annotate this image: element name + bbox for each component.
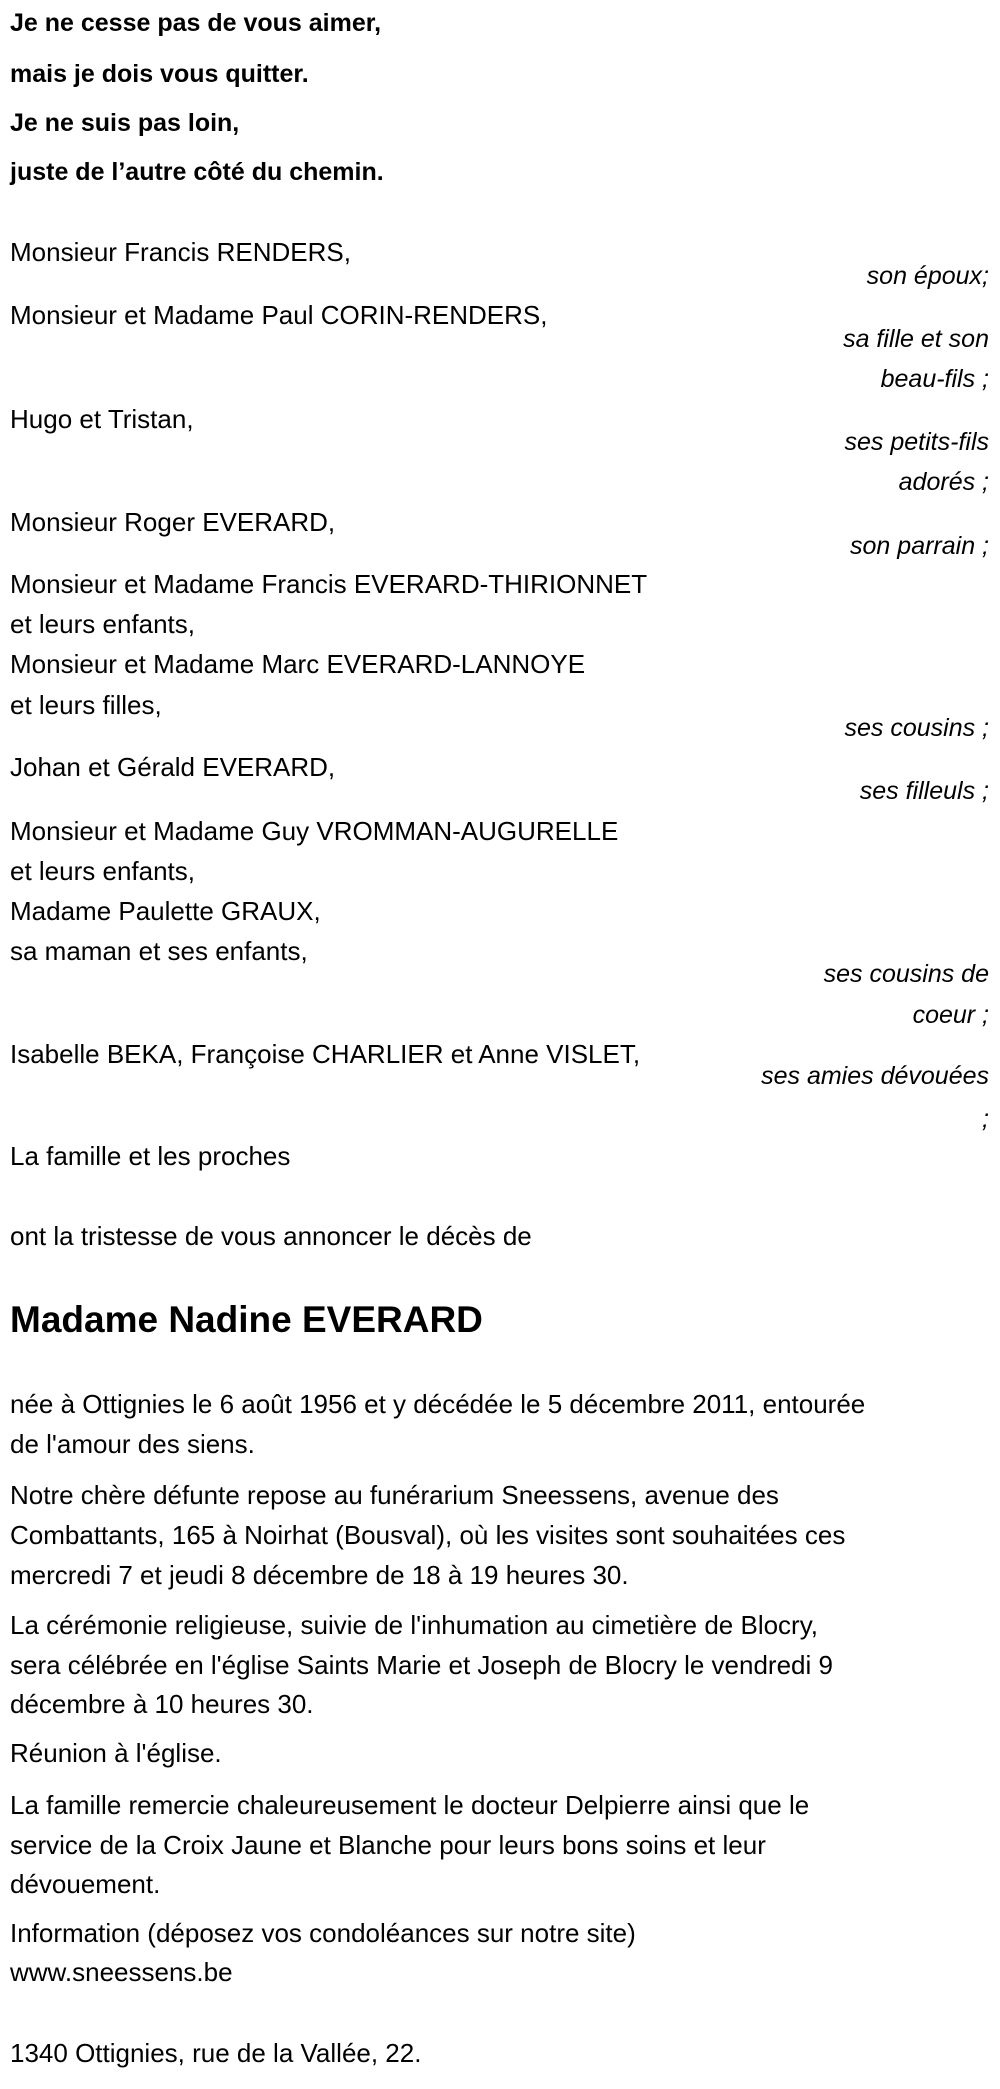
family-member: Monsieur Roger EVERARD, [10,507,336,537]
poem-line: juste de l’autre côté du chemin. [10,158,384,186]
detail-line: de l'amour des siens. [10,1429,255,1459]
poem-line: Je ne cesse pas de vous aimer, [10,9,382,37]
family-member: Monsieur et Madame Guy VROMMAN-AUGURELLE [10,816,619,846]
family-relation: ses petits-fils [844,428,989,456]
poem-line: mais je dois vous quitter. [10,60,309,88]
announcement: ont la tristesse de vous annoncer le décès de [10,1221,532,1251]
family-member: Hugo et Tristan, [10,404,194,434]
family-member: et leurs enfants, [10,856,195,886]
family-member: sa maman et ses enfants, [10,936,308,966]
family-member: Monsieur et Madame Marc EVERARD-LANNOYE [10,649,586,679]
family-member: et leurs enfants, [10,609,195,639]
family-relation: sa fille et son [843,325,989,353]
family-relation: son époux; [866,262,989,290]
detail-line: Information (déposez vos condoléances sur notre site) [10,1918,636,1948]
family-relation: ; [982,1105,989,1133]
family-member: Madame Paulette GRAUX, [10,896,321,926]
family-relation: adorés ; [898,468,989,496]
website-link[interactable]: www.sneessens.be [10,1957,233,1987]
address: 1340 Ottignies, rue de la Vallée, 22. [10,2038,422,2068]
detail-line: Réunion à l'église. [10,1738,222,1768]
family-relation: ses cousins ; [844,714,989,742]
family-relation: ses amies dévouées [761,1062,989,1090]
detail-line: service de la Croix Jaune et Blanche pour leurs bons soins et leur [10,1830,766,1860]
family-relation: ses cousins de [823,960,989,988]
detail-line: sera célébrée en l'église Saints Marie et Joseph de Blocry le vendredi 9 [10,1650,833,1680]
family-member: Monsieur et Madame Paul CORIN-RENDERS, [10,300,548,330]
family-relation: beau-fils ; [880,365,989,393]
detail-line: dévouement. [10,1869,161,1899]
detail-line: Notre chère défunte repose au funérarium Sneessens, avenue des [10,1480,779,1510]
detail-line: mercredi 7 et jeudi 8 décembre de 18 à 19 heures 30. [10,1560,629,1590]
family-member: et leurs filles, [10,690,162,720]
family-member: Monsieur et Madame Francis EVERARD-THIRIONNET [10,569,648,599]
closing-family: La famille et les proches [10,1141,291,1171]
family-relation: ses filleuls ; [859,777,989,805]
family-member: Johan et Gérald EVERARD, [10,752,336,782]
poem-line: Je ne suis pas loin, [10,109,240,137]
family-relation: coeur ; [912,1001,989,1029]
detail-line: La cérémonie religieuse, suivie de l'inhumation au cimetière de Blocry, [10,1610,819,1640]
family-member: Isabelle BEKA, Françoise CHARLIER et Anne VISLET, [10,1039,641,1069]
deceased-name: Madame Nadine EVERARD [10,1299,483,1340]
family-relation: son parrain ; [850,532,989,560]
detail-line: Combattants, 165 à Noirhat (Bousval), où les visites sont souhaitées ces [10,1520,846,1550]
family-member: Monsieur Francis RENDERS, [10,237,351,267]
detail-line: La famille remercie chaleureusement le docteur Delpierre ainsi que le [10,1790,810,1820]
detail-line: née à Ottignies le 6 août 1956 et y décédée le 5 décembre 2011, entourée [10,1389,866,1419]
detail-line: décembre à 10 heures 30. [10,1689,314,1719]
